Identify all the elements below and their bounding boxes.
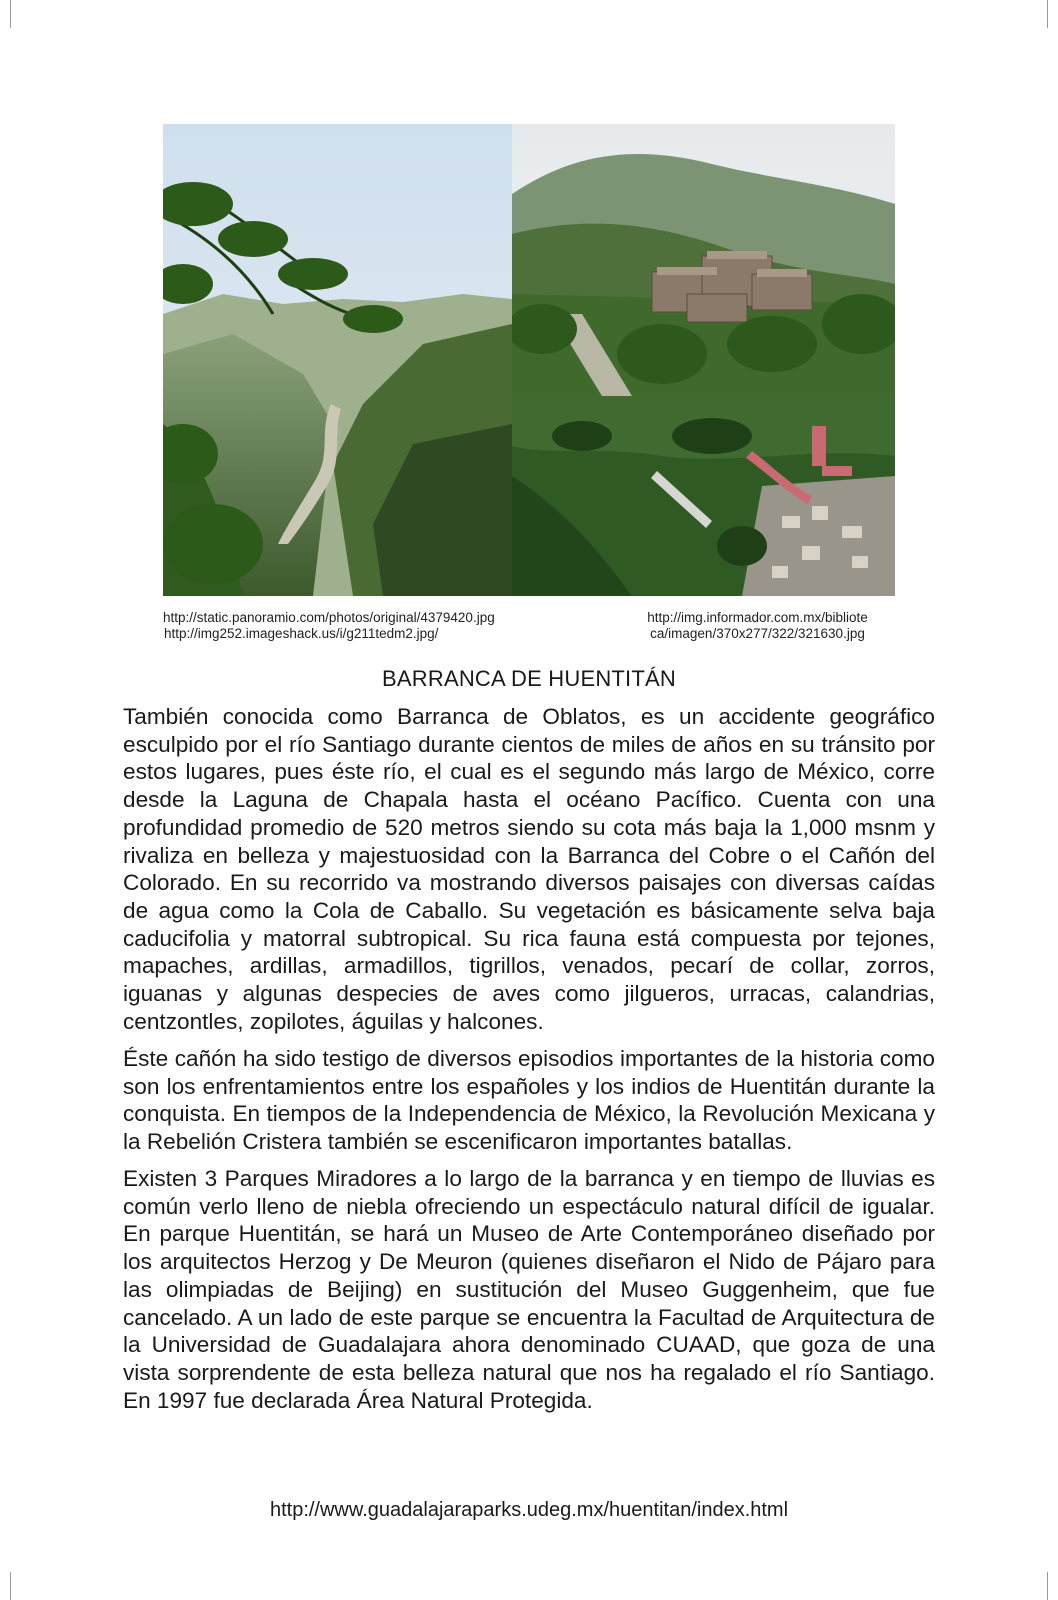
crop-mark-top-right <box>1047 0 1058 28</box>
caption-right-line-2: ca/imagen/370x277/322/321630.jpg <box>650 626 865 641</box>
caption-right-line-1: http://img.informador.com.mx/bibliote <box>647 610 868 625</box>
canyon-river-photo-icon <box>163 124 512 596</box>
canyon-photo <box>163 124 512 596</box>
page-title: BARRANCA DE HUENTITÁN <box>382 666 676 691</box>
museum-building-photo-icon <box>512 124 895 396</box>
footer-url: http://www.guadalajaraparks.udeg.mx/huentitan/index.html <box>269 1499 789 1521</box>
caption-left-line-1: http://static.panoramio.com/photos/original/4379420.jpg <box>163 610 495 625</box>
caption-left <box>163 610 533 642</box>
caption-right <box>620 610 895 642</box>
aerial-campus-photo-icon <box>512 396 895 596</box>
museum-photo <box>512 124 895 396</box>
crop-mark-bottom-left <box>0 1572 11 1600</box>
aerial-photo <box>512 396 895 596</box>
crop-mark-top-left <box>0 0 11 28</box>
paragraph-parks: Existen 3 Parques Miradores a lo largo de la barranca y en tiempo de lluvias es común verlo lleno de niebla ofreciendo un espectáculo natural difícil de igualar. En parque Huentitán, se hará un Museo de Arte Contemporáneo diseñado por los arquitectos Herzog y De Meuron (quienes diseñaron el Nido de Pájaro para las olimpiadas de Beijing) en sustitución del Museo Guggenheim, que fue cancelado. A un lado de este parque se encuentra la Facultad de Arquitectura de la Universidad de Guadalajara ahora denominado CUAAD, que goza de una vista sorprendente de esta belleza natural que nos ha regalado el río Santiago. En 1997 fue declarada Área Natural Protegida. <box>123 1166 935 1413</box>
crop-mark-bottom-right <box>1047 1572 1058 1600</box>
paragraph-history: Éste cañón ha sido testigo de diversos episodios importantes de la historia como son los enfrentamientos entre los españoles y los indios de Huentitán durante la conquista. En tiempos de la Independencia de México, la Revolución Mexicana y la Rebelión Cristera también se escenificaron importantes batallas. <box>123 1046 935 1155</box>
caption-left-line-2: http://img252.imageshack.us/i/g211tedm2.jpg/ <box>164 626 439 641</box>
paragraph-description: También conocida como Barranca de Oblatos, es un accidente geográfico esculpido por el río Santiago durante cientos de miles de años en su tránsito por estos lugares, pues éste río, el cual es el segundo más largo de México, corre desde la Laguna de Chapala hasta el océano Pacífico. Cuenta con una profundidad promedio de 520 metros siendo su cota más baja la 1,000 msnm y rivaliza en belleza y majestuosidad con la Barranca del Cobre o el Cañón del Colorado. En su recorrido va mostrando diversos paisajes con diversas caídas de agua como la Cola de Caballo. Su vegetación es básicamente selva baja caducifolia y matorral subtropical. Su rica fauna está compuesta por tejones, mapaches, ardillas, armadillos, tigrillos, venados, pecarí de collar, zorros, iguanas y algunas despecies de aves como jilgueros, urracas, calandrias, centzontles, zopilotes, águilas y halcones. <box>123 704 935 1034</box>
